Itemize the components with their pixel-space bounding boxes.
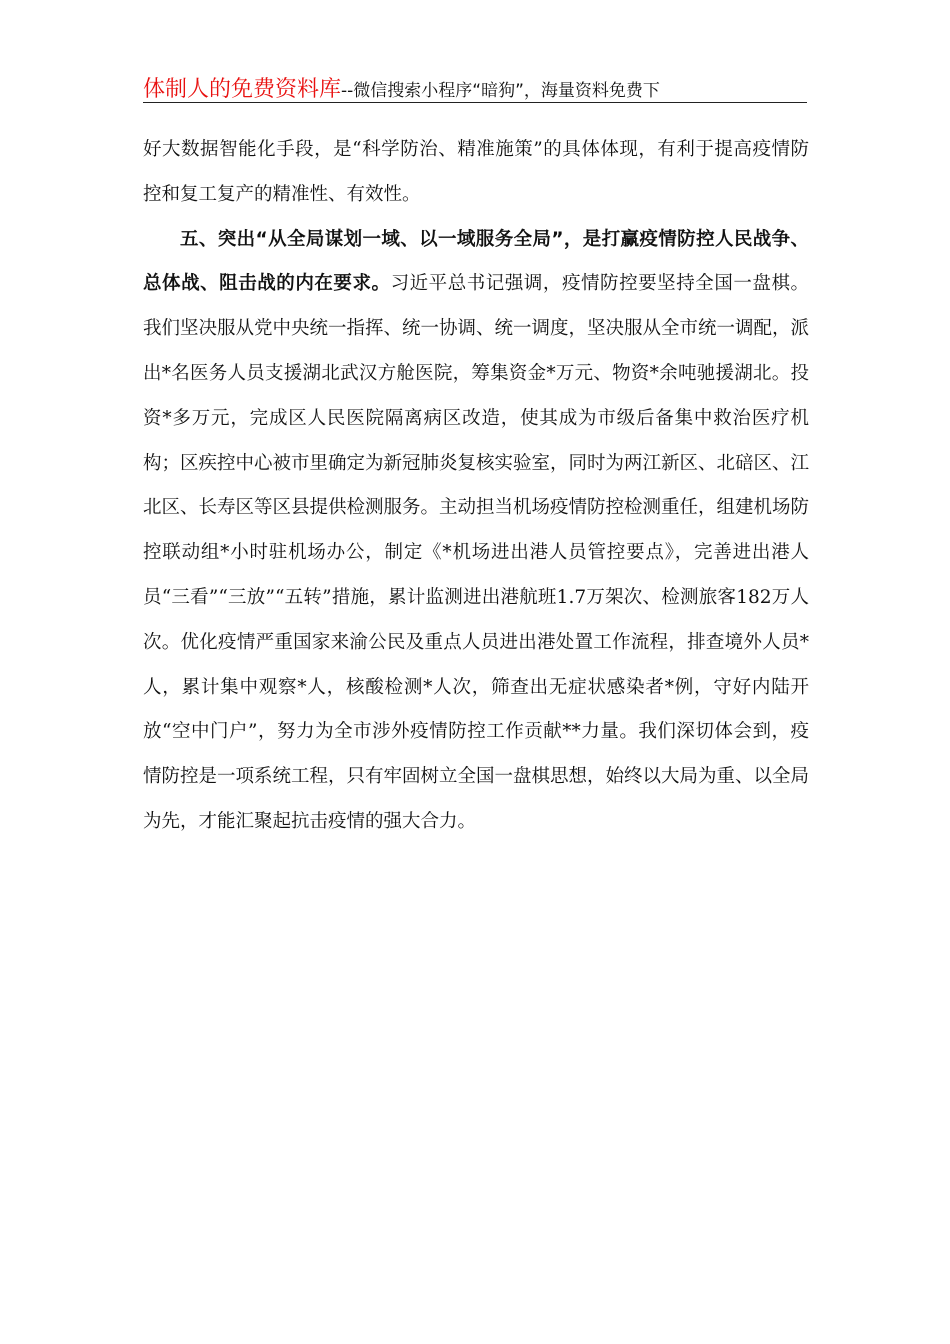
document-body [143, 128, 809, 845]
page-header [143, 72, 807, 103]
header-tagline: --微信搜索小程序“暗狗”，海量资料免费下 [341, 81, 660, 101]
continuation-paragraph: 好大数据智能化手段，是“科学防治、精准施策”的具体体现，有利于提高疫情防控和复工复产的精准性、有效性。 [143, 139, 809, 205]
section-5-heading: 五、突出“从全局谋划一域、以一域服务全局”，是打赢疫情防控人民战争、总体战、阻击战的内在要求。 [143, 228, 809, 295]
section-5-paragraph [143, 218, 809, 845]
section-5-text: 习近平总书记强调，疫情防控要坚持全国一盘棋。我们坚决服从党中央统一指挥、统一协调、统一调度，坚决服从全市统一调配，派出*名医务人员支援湖北武汉方舱医院，筹集资金*万元、物资*余吨驰援湖北。投资*多万元，完成区人民医院隔离病区改造，使其成为市级后备集中救治医疗机构；区疾控中心被市里确定为新冠肺炎复核实验室，同时为两江新区、北碚区、江北区、长寿区等区县提供检测服务。主动担当机场疫情防控检测重任，组建机场防控联动组*小时驻机场办公，制定《*机场进出港人员管控要点》，完善进出港人员“三看”“三放”“五转”措施，累计监测进出港航班1.7万架次、检测旅客182万人次。优化疫情严重国家来渝公民及重点人员进出港处置工作流程，排查境外人员*人，累计集中观察*人，核酸检测*人次，筛查出无症状感染者*例，守好内陆开放“空中门户”，努力为全市涉外疫情防控工作贡献**力量。我们深切体会到，疫情防控是一项系统工程，只有牢固树立全国一盘棋思想，始终以大局为重、以全局为先，才能汇聚起抗击疫情的强大合力。 [143, 273, 810, 832]
header-brand: 体制人的免费资料库 [143, 77, 342, 102]
